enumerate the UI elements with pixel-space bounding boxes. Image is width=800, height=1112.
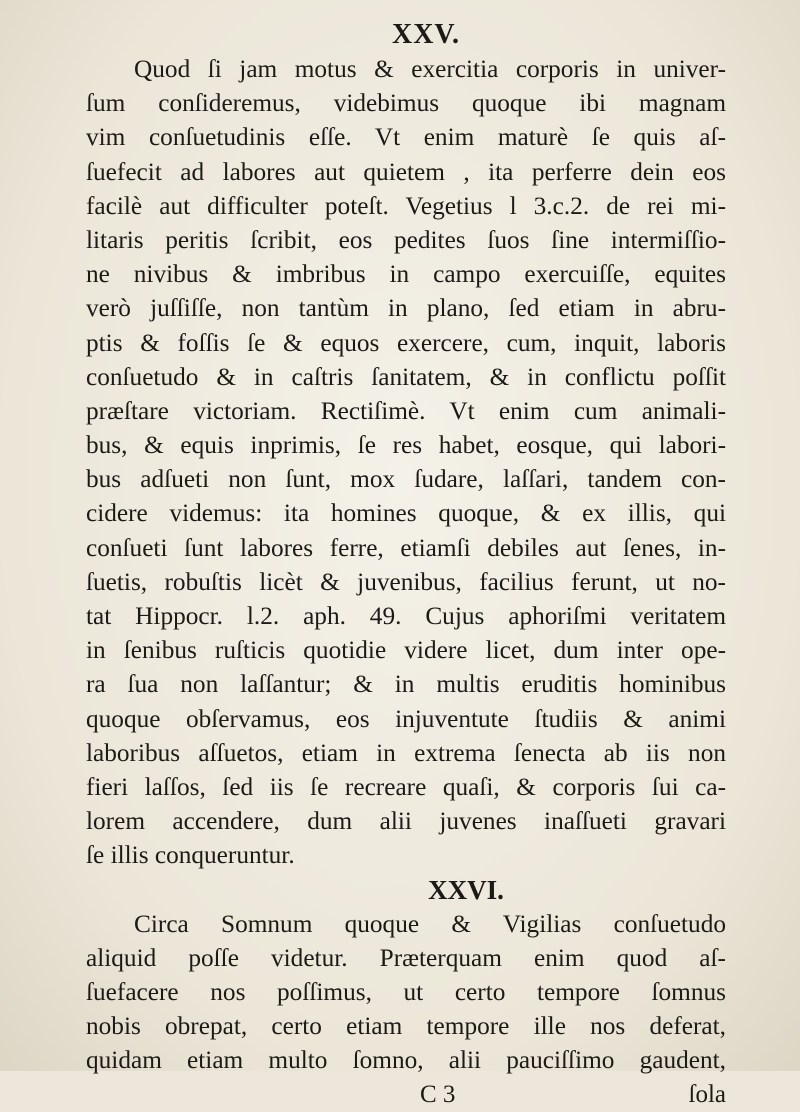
section-xxvi-body [86, 907, 726, 1078]
text-line: cidere videmus: ita homines quoque, & ex illis, qui [86, 499, 726, 528]
text-line: facilè aut difficulter poteſt. Vegetius l 3.c.2. de rei mi- [86, 191, 726, 220]
text-line: vim conſuetudinis eſſe. Vt enim maturè ſe quis aſ- [86, 123, 726, 152]
text-line: Quod ſi jam motus & exercitia corporis in univer- [134, 55, 726, 83]
page-footer [86, 1078, 726, 1112]
text-line: conſueti ſunt labores ferre, etiamſi debiles aut ſenes, in- [86, 533, 726, 562]
text-line: lorem accendere, dum alii juvenes inaſſueti gravari [86, 807, 726, 836]
catchword: ſola [688, 1080, 726, 1108]
text-line: tat Hippocr. l.2. aph. 49. Cujus aphoriſmi veritatem [86, 602, 726, 630]
text-line: ptis & foſſis ſe & equos exercere, cum, inquit, laboris [86, 328, 726, 357]
text-line: ſuetis, robuſtis licèt & juvenibus, facilius ferunt, ut no- [86, 567, 726, 596]
signature-mark: C 3 [420, 1080, 456, 1108]
text-line: verò juſſiſſe, non tantùm in plano, ſed etiam in abru- [86, 294, 726, 323]
text-line: fieri laſſos, ſed iis ſe recreare quaſi, & corporis ſui ca- [86, 772, 726, 801]
text-line: ſuefecit ad labores aut quietem , ita perferre dein eos [86, 157, 726, 186]
text-line: Circa Somnum quoque & Vigilias conſuetudo [134, 909, 726, 938]
text-line: nobis obrepat, certo etiam tempore ille nos deferat, [86, 1012, 726, 1041]
text-line: ſuefacere nos poſſimus, ut certo tempore ſomnus [86, 978, 726, 1007]
text-line: bus, & equis inprimis, ſe res habet, eosque, qui labori- [86, 431, 726, 460]
text-line: ſum conſideremus, videbimus quoque ibi magnam [86, 89, 726, 118]
text-line: quoque obſervamus, eos injuventute ſtudiis & animi [86, 704, 726, 733]
text-line: aliquid poſſe videtur. Præterquam enim quod aſ- [86, 943, 726, 972]
text-line: quidam etiam multo ſomno, alii pauciſſimo gaudent, [86, 1046, 726, 1075]
text-line: ra ſua non laſſantur; & in multis eruditis hominibus [86, 670, 726, 699]
text-line: litaris peritis ſcribit, eos pedites ſuos ſine intermiſſio- [86, 225, 726, 254]
text-line: laboribus aſſuetos, etiam in extrema ſenecta ab iis non [86, 738, 726, 767]
section-xxv-body [86, 52, 726, 873]
section-numeral-xxvi: XXVI. [428, 874, 504, 905]
text-line: conſuetudo & in caſtris ſanitatem, & in conflictu poſſit [86, 362, 726, 391]
text-line: ſe illis conqueruntur. [86, 841, 295, 870]
section-numeral-xxv: XXV. [391, 19, 461, 50]
text-block [86, 18, 726, 1112]
text-line: ne nivibus & imbribus in campo exercuiſſe, equites [86, 260, 726, 289]
text-line: bus adſueti non ſunt, mox ſudare, laſſari, tandem con- [86, 465, 726, 494]
text-line: præſtare victoriam. Rectiſimè. Vt enim cum animali- [86, 396, 726, 425]
text-line: in ſenibus ruſticis quotidie videre licet, dum inter ope- [86, 636, 726, 665]
